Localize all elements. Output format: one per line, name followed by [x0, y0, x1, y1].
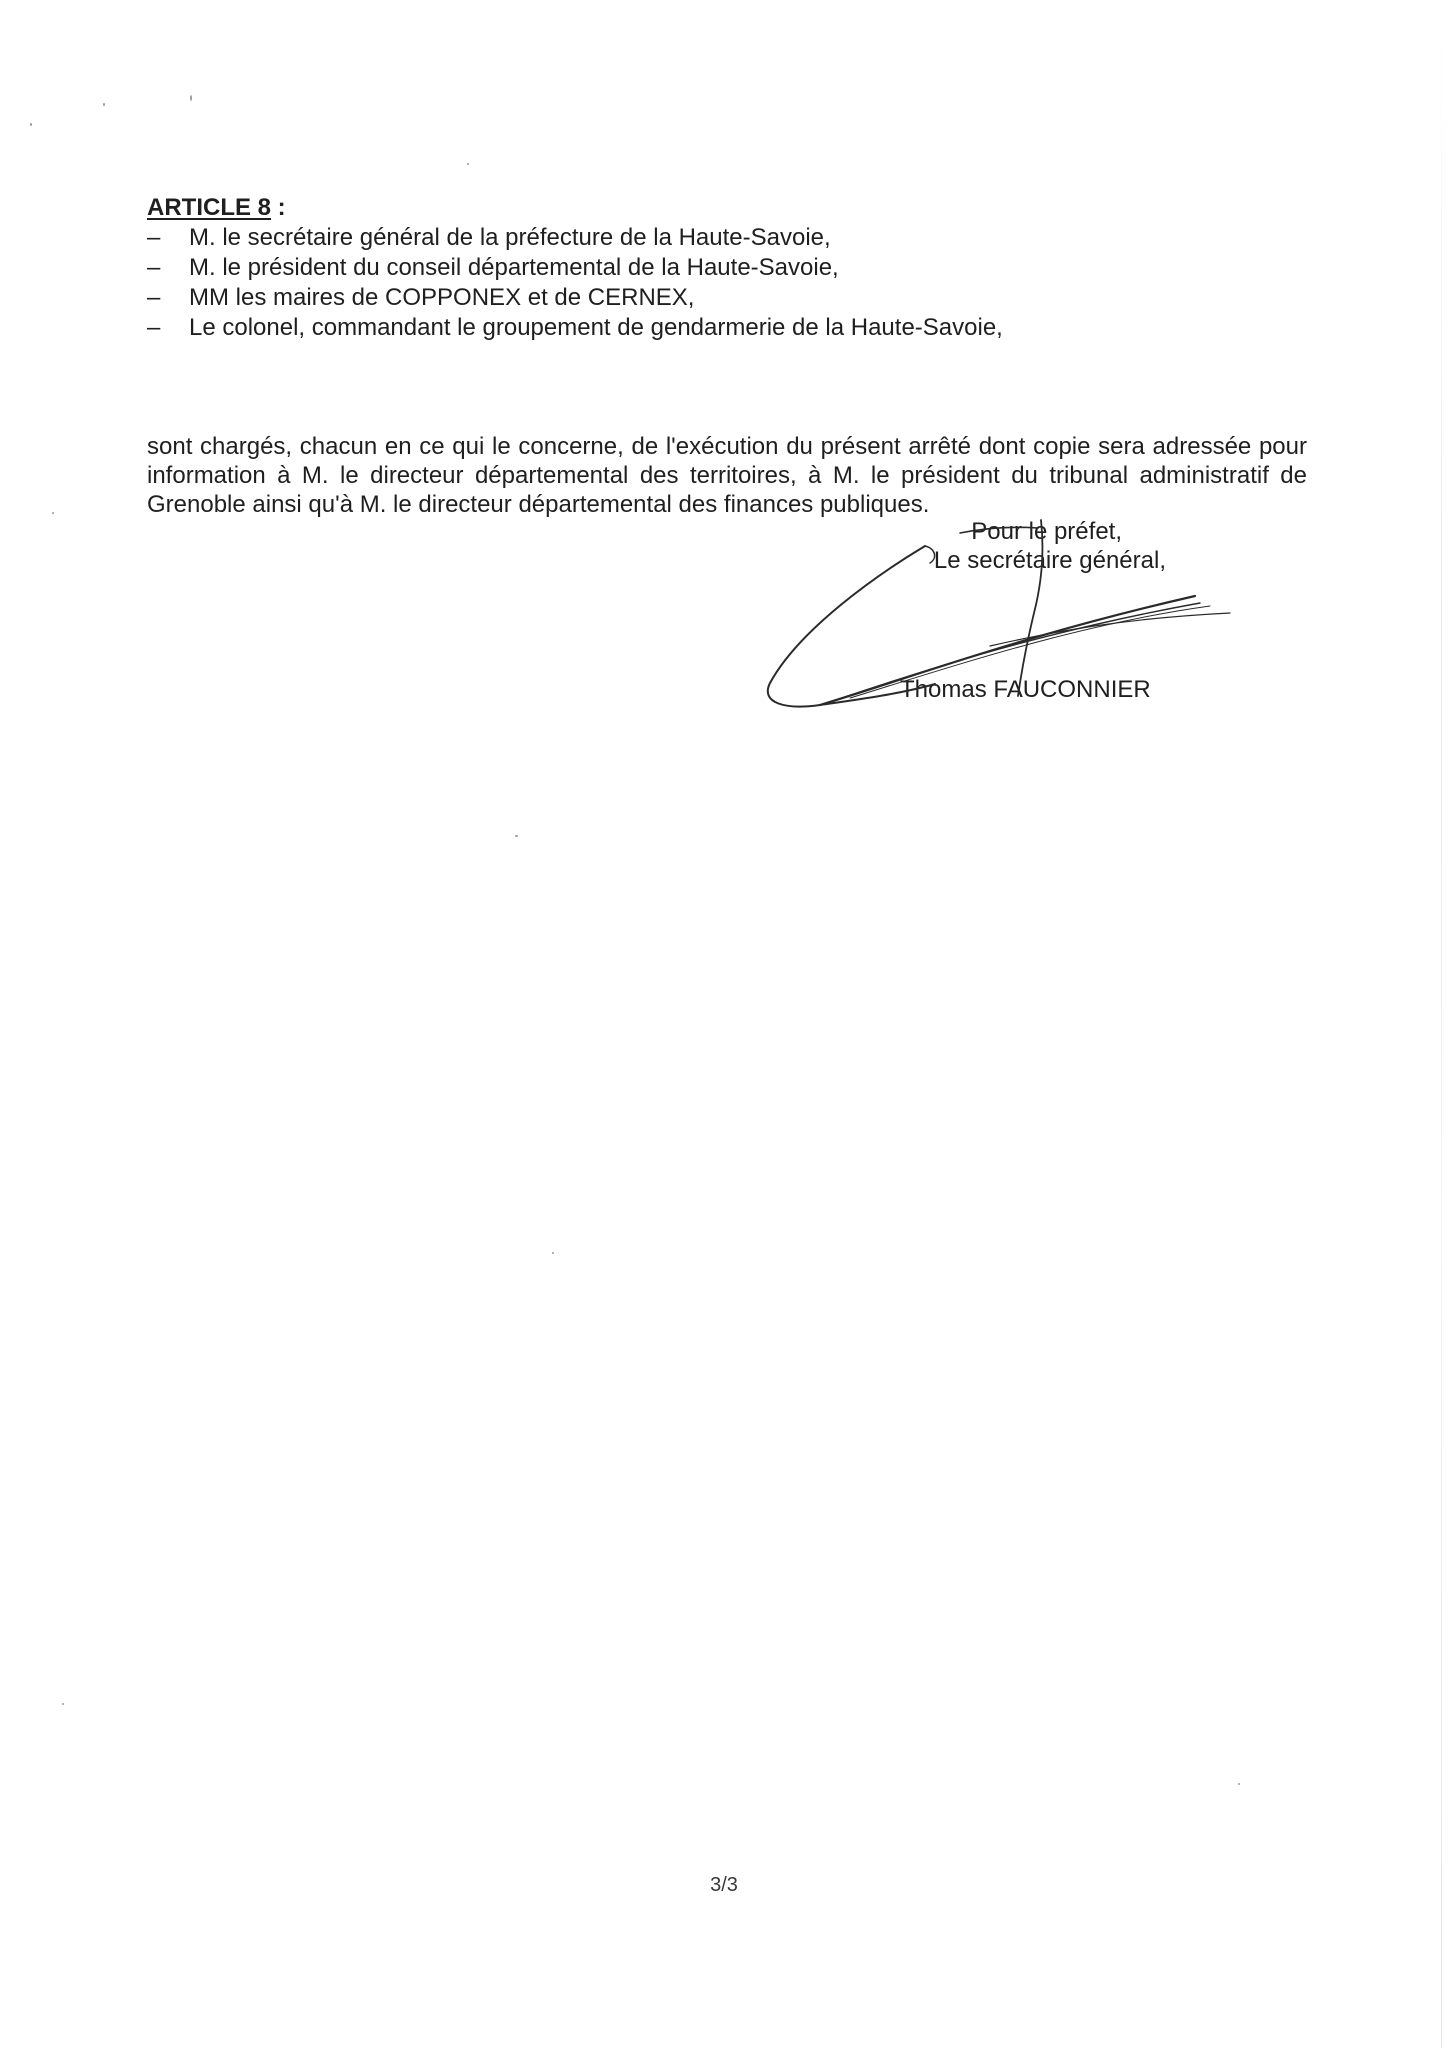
list-dash: – [147, 254, 161, 281]
scan-speck [52, 512, 54, 514]
article-list [147, 223, 1307, 343]
list-item-text: Le colonel, commandant le groupement de gendarmerie de la Haute-Savoie, [189, 314, 1003, 341]
scan-speck [1238, 1783, 1240, 1785]
scan-speck [190, 95, 192, 101]
signature-role-line: Le secrétaire général, [933, 547, 1166, 574]
article-label: ARTICLE 8 [147, 194, 272, 221]
list-dash: – [147, 284, 161, 311]
list-dash: – [147, 314, 161, 341]
scan-speck [467, 163, 469, 165]
list-item [147, 313, 1307, 343]
signatory-name: Thomas FAUCONNIER [900, 676, 1151, 703]
list-item [147, 253, 1307, 283]
list-item-text: M. le secrétaire général de la préfecture de la Haute-Savoie, [189, 224, 831, 251]
scan-edge [1441, 0, 1442, 2048]
list-item [147, 223, 1307, 253]
scan-speck [552, 1252, 554, 1254]
list-item [147, 283, 1307, 313]
list-dash: – [147, 224, 161, 251]
list-item-text: M. le président du conseil départemental de la Haute-Savoie, [189, 254, 839, 281]
execution-paragraph: sont chargés, chacun en ce qui le concerne, de l'exécution du présent arrêté dont copie sera adressée pour information à M. le directeur départemental des territoires, à M. le président du tribunal administratif de Grenoble ainsi qu'à M. le directeur départemental des finances publiques. [147, 433, 1307, 518]
page-number: 3/3 [710, 1874, 738, 1896]
list-item-text: MM les maires de COPPONEX et de CERNEX, [189, 284, 695, 311]
article-section [147, 193, 1307, 343]
handwritten-signature [760, 518, 1240, 718]
scan-speck [515, 835, 518, 837]
signature-block [760, 518, 1240, 718]
scan-speck [30, 123, 32, 126]
scan-speck [62, 1703, 64, 1705]
article-colon: : [271, 194, 286, 221]
scan-speck [103, 103, 105, 106]
signature-pour-line: Pour le préfet, [971, 518, 1122, 545]
article-heading [147, 193, 1307, 223]
